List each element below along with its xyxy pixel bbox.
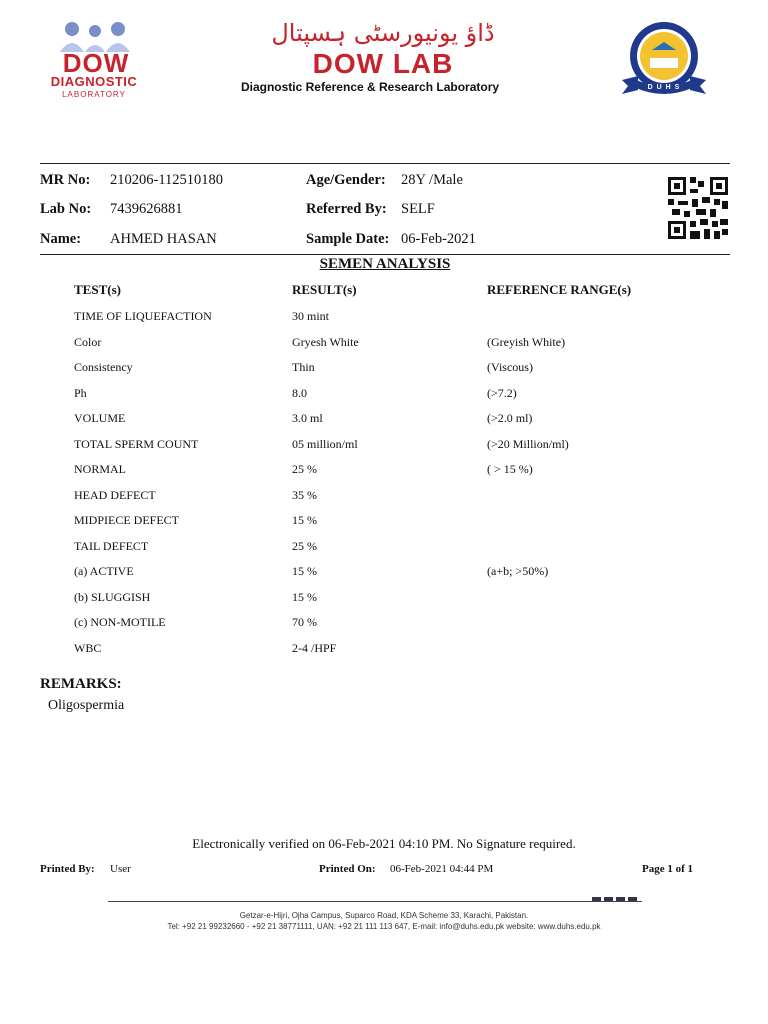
table-row [0, 513, 768, 537]
name-value: AHMED HASAN [110, 231, 217, 247]
table-row [0, 360, 768, 384]
test-cell: Color [74, 334, 102, 349]
result-cell: 15 % [292, 564, 317, 578]
printed-by-label: Printed By: [40, 863, 95, 875]
table-row [0, 411, 768, 435]
dow-diagnostic-logo [40, 20, 150, 100]
top-rule [40, 163, 730, 164]
duhs-seal [618, 20, 710, 100]
page-number: Page 1 of 1 [642, 863, 694, 875]
logo-diagnostic-text: DIAGNOSTIC [50, 74, 138, 89]
mr-no-value: 210206-112510180 [110, 172, 224, 188]
header-test: TEST(s) [74, 282, 121, 297]
table-row [0, 437, 768, 461]
test-cell: TIME OF LIQUEFACTION [74, 309, 212, 323]
referred-by-label: Referred By: [306, 201, 387, 217]
test-cell: NORMAL [74, 462, 127, 476]
reference-cell: ( > 15 %) [487, 462, 533, 476]
printed-on-label: Printed On: [319, 863, 376, 875]
test-cell: Ph [74, 385, 87, 400]
sample-date-value: 06-Feb-2021 [401, 231, 476, 247]
test-cell: (b) SLUGGISH [74, 589, 151, 604]
result-cell: Gryesh White [292, 334, 359, 349]
header-reference: REFERENCE RANGE(s) [487, 282, 632, 297]
test-cell: MIDPIECE DEFECT [74, 513, 179, 527]
result-cell: 25 % [292, 538, 317, 553]
result-cell: 05 million/ml [292, 436, 358, 451]
reference-cell: (Viscous) [487, 360, 533, 374]
printed-on-value: 06-Feb-2021 04:44 PM [390, 863, 494, 875]
result-cell: 8.0 [292, 385, 307, 400]
reference-cell: (Greyish White) [487, 334, 566, 349]
lab-no-value: 7439626881 [110, 201, 183, 217]
reference-cell: (>20 Million/ml) [487, 436, 569, 451]
table-row [0, 539, 768, 563]
reference-cell: (>7.2) [487, 385, 517, 400]
footer-contact: Tel: +92 21 99232660 - +92 21 38771111, UAN: +92 21 111 113 647, E-mail: info@duhs.edu.pk website: www.duhs.edu.pk [167, 922, 601, 931]
age-gender-label: Age/Gender: [306, 172, 386, 188]
result-cell: 15 % [292, 589, 317, 604]
footer-address: Getzar-e-Hijri, Ojha Campus, Suparco Road, KDA Scheme 33, Karachi, Pakistan. [239, 911, 529, 920]
footer-address-block [100, 910, 668, 932]
test-cell: HEAD DEFECT [74, 487, 156, 502]
printed-by-value: User [110, 863, 131, 875]
lab-subtitle: Diagnostic Reference & Research Laboratory [240, 80, 500, 94]
footer-squares [592, 889, 642, 895]
result-cell: 3.0 ml [292, 411, 323, 425]
remarks-label: REMARKS: [40, 676, 122, 692]
urdu-title: ڈاؤ یونیورسٹی ہسپتال [271, 19, 495, 47]
result-cell: Thin [292, 360, 315, 374]
table-row [0, 386, 768, 410]
age-gender-value: 28Y /Male [401, 172, 463, 188]
test-cell: TAIL DEFECT [74, 538, 149, 553]
verification-note: Electronically verified on 06-Feb-2021 04:10 PM. No Signature required. [192, 836, 576, 851]
reference-cell: (>2.0 ml) [487, 411, 533, 425]
test-cell: Consistency [74, 360, 133, 374]
result-cell: 15 % [292, 513, 317, 527]
logo-dow-text: DOW [62, 48, 130, 78]
logo-laboratory-text: LABORATORY [62, 90, 126, 99]
header-result: RESULT(s) [292, 282, 357, 297]
name-label: Name: [40, 231, 82, 247]
table-row [0, 590, 768, 614]
table-row [0, 488, 768, 512]
test-cell: (c) NON-MOTILE [74, 615, 166, 629]
table-row [0, 564, 768, 588]
result-cell: 2-4 /HPF [292, 640, 337, 655]
section-title: SEMEN ANALYSIS [319, 256, 451, 272]
sample-date-label: Sample Date: [306, 231, 390, 247]
test-cell: VOLUME [74, 411, 126, 425]
table-row [0, 335, 768, 359]
result-cell: 25 % [292, 462, 317, 476]
remarks-text: Oligospermia [48, 698, 125, 713]
referred-by-value: SELF [401, 201, 435, 217]
result-cell: 35 % [292, 487, 317, 502]
footer-rule [108, 901, 642, 902]
result-cell: 70 % [292, 615, 317, 629]
lab-title: DOW LAB [312, 48, 454, 79]
reference-cell: (a+b; >50%) [487, 564, 549, 578]
info-bottom-rule [40, 254, 730, 255]
table-row [0, 615, 768, 639]
test-cell: TOTAL SPERM COUNT [74, 436, 199, 451]
result-cell: 30 mint [292, 309, 330, 323]
qr-code-icon [668, 177, 728, 239]
test-cell: WBC [74, 640, 102, 655]
table-row [0, 641, 768, 665]
table-row [0, 462, 768, 486]
table-row [0, 309, 768, 333]
test-cell: (a) ACTIVE [74, 564, 134, 578]
mr-no-label: MR No: [40, 172, 91, 188]
seal-duhs-text: D U H S [647, 84, 681, 91]
lab-no-label: Lab No: [40, 201, 92, 217]
